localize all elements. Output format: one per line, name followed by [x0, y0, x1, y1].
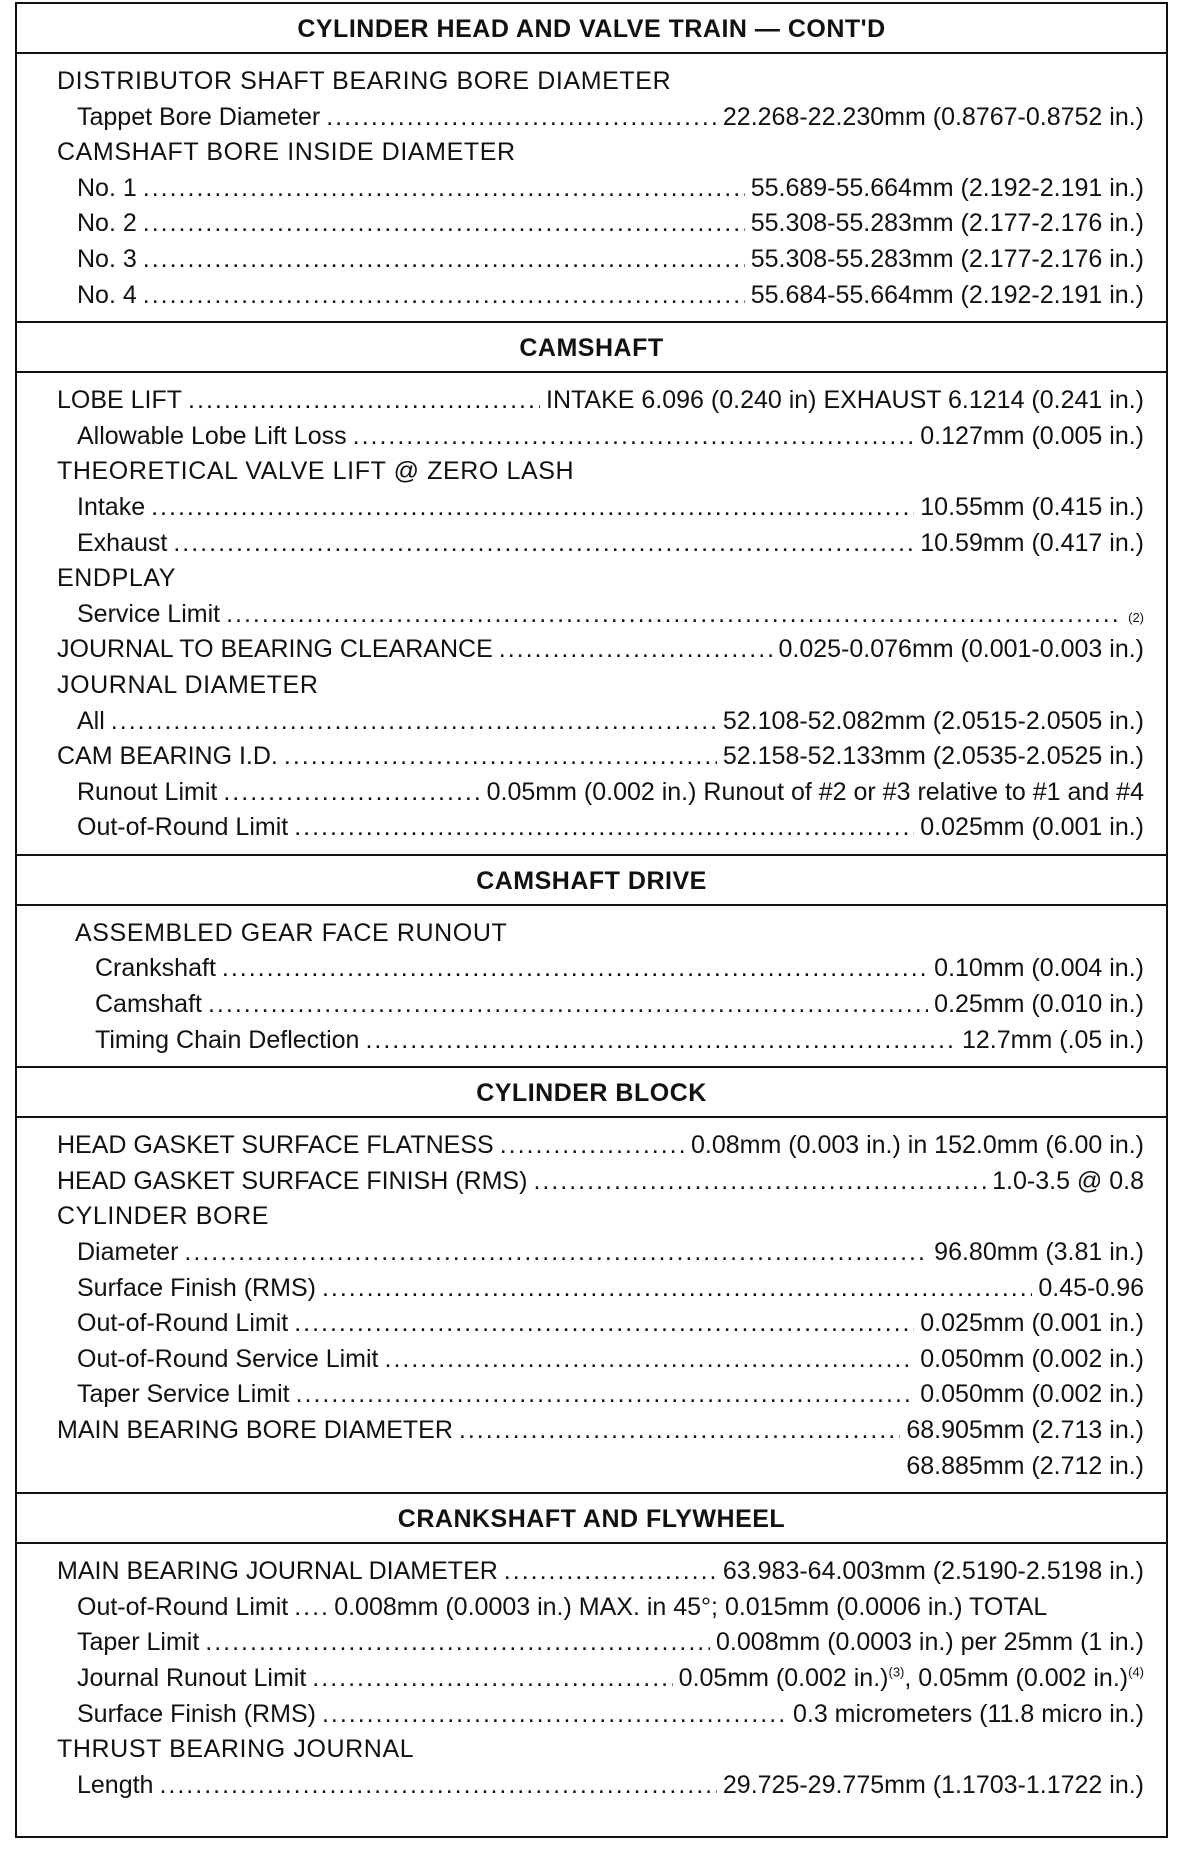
spec-value: 10.55mm (0.415 in.): [920, 492, 1144, 521]
spec-label: Service Limit: [77, 599, 221, 628]
spec-value: 55.689-55.664mm (2.192-2.191 in.): [750, 173, 1144, 202]
leader-dots: [188, 383, 540, 419]
spec-value: 0.05mm (0.002 in.) Runout of #2 or #3 relative to #1 and #4: [486, 777, 1144, 806]
spec-label: No. 2: [77, 209, 137, 238]
section-body-cylinder-head: [17, 54, 1166, 323]
spec-value: 22.268-22.230mm (0.8767-0.8752 in.): [722, 102, 1144, 131]
spec-row: [57, 278, 1144, 314]
spec-row: [57, 383, 1144, 419]
leader-dots: [499, 632, 773, 668]
spec-row: [57, 490, 1144, 526]
spec-value: 0.008mm (0.0003 in.) MAX. in 45°; 0.015mm (0.0006 in.) TOTAL: [334, 1592, 1048, 1621]
spec-value: 29.725-29.775mm (1.1703-1.1722 in.): [722, 1770, 1144, 1799]
spec-value: 55.308-55.283mm (2.177-2.176 in.): [750, 209, 1144, 238]
spec-label: Taper Service Limit: [77, 1380, 290, 1409]
spec-value: 12.7mm (.05 in.): [961, 1025, 1144, 1054]
spec-row: [57, 1377, 1144, 1413]
leader-dots: [205, 1625, 710, 1661]
spec-row: [75, 916, 1144, 952]
spec-label: Intake: [77, 492, 146, 521]
spec-row: [57, 775, 1144, 811]
leader-dots: [111, 704, 717, 740]
spec-label: Crankshaft: [95, 954, 216, 983]
spec-row: [57, 171, 1144, 207]
spec-row: [57, 1271, 1144, 1307]
spec-row: [57, 526, 1144, 562]
spec-label: Diameter: [77, 1238, 179, 1267]
leader-dots: [533, 1164, 986, 1200]
section-body-camshaft-drive: [17, 906, 1166, 1068]
spec-value: 0.25mm (0.010 in.): [934, 990, 1144, 1019]
section-header-cylinder-head: CYLINDER HEAD AND VALVE TRAIN — CONT'D: [17, 4, 1166, 54]
spec-row: [57, 419, 1144, 455]
spec-value: 68.905mm (2.713 in.): [906, 1416, 1144, 1444]
spec-row: [57, 1625, 1144, 1661]
spec-row: Service Limit ..... (2): [57, 597, 1144, 633]
spec-label: Journal Runout Limit: [77, 1663, 307, 1692]
section-body-camshaft: [17, 373, 1166, 856]
leader-dots: [365, 1023, 956, 1059]
spec-heading: CAMSHAFT BORE INSIDE DIAMETER: [57, 138, 516, 167]
spec-value: 0.025mm (0.001 in.): [920, 1309, 1144, 1338]
footnote-ref: (4): [1128, 1664, 1144, 1680]
spec-value: 10.59mm (0.417 in.): [920, 528, 1144, 557]
spec-label: MAIN BEARING BORE DIAMETER: [57, 1416, 453, 1444]
spec-heading: DISTRIBUTOR SHAFT BEARING BORE DIAMETER: [57, 67, 672, 95]
leader-dots: [294, 1590, 328, 1626]
spec-label: Out-of-Round Limit: [77, 1592, 289, 1621]
leader-dots: [184, 1235, 928, 1271]
spec-row: [57, 135, 1144, 171]
spec-label: No. 4: [77, 280, 137, 309]
spec-label: Taper Limit: [77, 1628, 200, 1657]
leader-dots: [143, 278, 745, 314]
leader-dots: [500, 1128, 685, 1164]
spec-row: [57, 810, 1144, 846]
spec-heading: THEORETICAL VALVE LIFT @ ZERO LASH: [57, 457, 575, 486]
spec-value: 63.983-64.003mm (2.5190-2.5198 in.): [722, 1557, 1144, 1586]
spec-label: All: [77, 706, 105, 735]
spec-heading: CYLINDER BORE: [57, 1202, 270, 1231]
leader-dots: [294, 1306, 914, 1342]
spec-label: CAM BEARING I.D.: [57, 742, 278, 771]
section-body-crankshaft: [17, 1544, 1166, 1811]
spec-label: Out-of-Round Service Limit: [77, 1344, 379, 1373]
spec-label: Exhaust: [77, 528, 168, 557]
spec-row: [57, 632, 1144, 668]
section-body-cylinder-block: [17, 1118, 1166, 1494]
spec-label: Allowable Lobe Lift Loss: [77, 421, 347, 450]
spec-row: [57, 1199, 1144, 1235]
leader-dots: [143, 242, 745, 278]
spec-row: [57, 1554, 1144, 1590]
spec-label: Tappet Bore Diameter: [77, 102, 321, 131]
spec-value: 0.050mm (0.002 in.): [920, 1380, 1144, 1409]
spec-value-part: 0.05mm (0.002 in.): [678, 1663, 889, 1692]
leader-dots: [296, 1377, 915, 1413]
section-header-crankshaft: CRANKSHAFT AND FLYWHEEL: [17, 1494, 1166, 1544]
spec-row: [75, 1023, 1144, 1059]
spec-value: 0.050mm (0.002 in.): [920, 1344, 1144, 1373]
spec-heading: ENDPLAY: [57, 564, 177, 593]
leader-dots: [294, 810, 914, 846]
spec-row: [57, 1449, 1144, 1485]
spec-label: HEAD GASKET SURFACE FLATNESS: [57, 1131, 494, 1160]
leader-dots: [226, 597, 1122, 633]
spec-row: [57, 1306, 1144, 1342]
spec-label: Length: [77, 1770, 154, 1799]
spec-value: 68.885mm (2.712 in.): [906, 1451, 1144, 1480]
spec-value: 1.0-3.5 @ 0.8: [992, 1166, 1144, 1195]
spec-label: HEAD GASKET SURFACE FINISH (RMS): [57, 1166, 528, 1195]
spec-heading: ASSEMBLED GEAR FACE RUNOUT: [75, 918, 508, 947]
spec-label: Out-of-Round Limit: [77, 1309, 289, 1338]
leader-dots: [459, 1413, 900, 1449]
spec-row: [57, 1413, 1144, 1449]
leader-dots: [322, 1697, 787, 1733]
spec-label: Runout Limit: [77, 777, 218, 806]
leader-dots: [143, 171, 745, 207]
spec-row: [57, 454, 1144, 490]
spec-row: [57, 1128, 1144, 1164]
leader-dots: [208, 987, 928, 1023]
spec-value: 0.08mm (0.003 in.) in 152.0mm (6.00 in.): [691, 1131, 1144, 1160]
spec-row: [57, 242, 1144, 278]
spec-label: No. 3: [77, 244, 137, 273]
leader-dots: [222, 951, 928, 987]
spec-value: 0.10mm (0.004 in.): [934, 954, 1144, 983]
spec-row: [57, 100, 1144, 136]
spec-table: [15, 2, 1168, 1838]
leader-dots: [353, 419, 915, 455]
spec-row: [57, 1661, 1144, 1697]
spec-row: [75, 951, 1144, 987]
spec-label: Surface Finish (RMS): [77, 1273, 316, 1302]
spec-value-part: , 0.05mm (0.002 in.): [904, 1663, 1129, 1692]
leader-dots: [504, 1554, 717, 1590]
spec-row: [57, 1342, 1144, 1378]
leader-dots: [173, 526, 914, 562]
leader-dots: [322, 1271, 1032, 1307]
footnote-ref: (3): [888, 1664, 905, 1680]
spec-value: 0.3 micrometers (11.8 micro in.): [792, 1699, 1144, 1728]
spec-value: 0.025-0.076mm (0.001-0.003 in.): [778, 635, 1144, 664]
spec-label: Out-of-Round Limit: [77, 813, 289, 842]
spec-row: [57, 1768, 1144, 1804]
leader-dots: [326, 100, 717, 136]
spec-row: [57, 206, 1144, 242]
spec-row: [57, 1235, 1144, 1271]
spec-row: [57, 1590, 1144, 1626]
spec-row: [57, 739, 1144, 775]
spec-value: 96.80mm (3.81 in.): [934, 1238, 1144, 1267]
spec-label: Timing Chain Deflection: [95, 1025, 360, 1054]
spec-row: [57, 668, 1144, 704]
spec-row: [57, 1732, 1144, 1768]
spec-label: LOBE LIFT: [57, 386, 183, 415]
leader-dots: [312, 1661, 672, 1697]
spec-label: Surface Finish (RMS): [77, 1699, 316, 1728]
spec-label: MAIN BEARING JOURNAL DIAMETER: [57, 1557, 498, 1586]
leader-dots: [284, 739, 717, 775]
spec-value: INTAKE 6.096 (0.240 in) EXHAUST 6.1214 (0.241 in.): [546, 386, 1144, 415]
spec-value: 55.684-55.664mm (2.192-2.191 in.): [750, 280, 1144, 309]
spec-heading: JOURNAL DIAMETER: [57, 670, 319, 699]
leader-dots: [159, 1768, 716, 1804]
spec-row: [57, 704, 1144, 740]
section-header-camshaft: CAMSHAFT: [17, 323, 1166, 373]
spec-value: 55.308-55.283mm (2.177-2.176 in.): [750, 244, 1144, 273]
leader-dots: [143, 206, 745, 242]
leader-dots: [151, 490, 914, 526]
leader-dots: [223, 775, 480, 811]
spec-row: [57, 561, 1144, 597]
spec-label: Camshaft: [95, 990, 202, 1019]
spec-row: [57, 64, 1144, 100]
spec-value: 52.158-52.133mm (2.0535-2.0525 in.): [722, 742, 1144, 771]
spec-value: 52.108-52.082mm (2.0515-2.0505 in.): [722, 706, 1144, 735]
section-header-camshaft-drive: CAMSHAFT DRIVE: [17, 856, 1166, 906]
spec-label: No. 1: [77, 173, 137, 202]
spec-row: [57, 1697, 1144, 1733]
leader-dots: [385, 1342, 915, 1378]
spec-value: 0.025mm (0.001 in.): [920, 813, 1144, 842]
spec-value: 0.45-0.96: [1038, 1273, 1144, 1302]
spec-value: 0.127mm (0.005 in.): [920, 421, 1144, 450]
spec-heading: THRUST BEARING JOURNAL: [57, 1735, 415, 1764]
spec-value: [679, 1661, 1144, 1697]
spec-value: 0.008mm (0.0003 in.) per 25mm (1 in.): [716, 1628, 1144, 1657]
spec-row: [57, 1164, 1144, 1200]
section-header-cylinder-block: CYLINDER BLOCK: [17, 1068, 1166, 1118]
spec-row: [75, 987, 1144, 1023]
spec-label: JOURNAL TO BEARING CLEARANCE: [57, 635, 493, 664]
